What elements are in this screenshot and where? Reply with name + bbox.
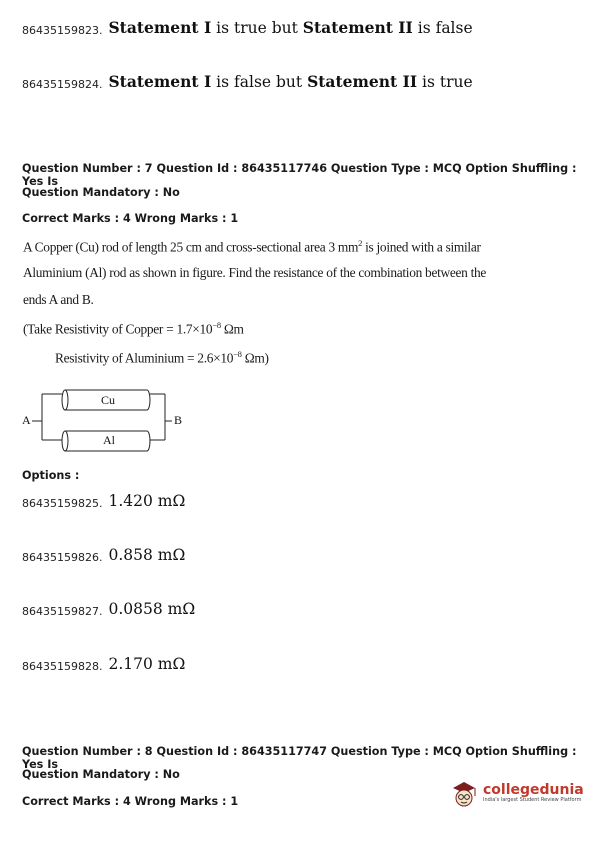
mascot-icon xyxy=(447,776,481,810)
question-mandatory: Question Mandatory : No xyxy=(22,186,180,199)
option-text-end: is true xyxy=(417,73,473,91)
options-label: Options : xyxy=(22,469,80,482)
superscript: −8 xyxy=(212,320,221,330)
option-row[interactable] xyxy=(22,655,185,673)
option-id: 86435159827. xyxy=(22,605,103,618)
option-row[interactable] xyxy=(22,546,185,564)
option-text-end: is false xyxy=(412,19,473,37)
collegedunia-logo[interactable] xyxy=(447,776,584,810)
terminal-a-label: A xyxy=(22,413,31,427)
logo-tagline: India's largest Student Review Platform xyxy=(483,797,582,803)
option-id: 86435159824. xyxy=(22,78,103,91)
question-text-line: Aluminium (Al) rod as shown in figure. Find the resistance of the combination between the xyxy=(23,265,487,280)
superscript: 2 xyxy=(358,238,363,248)
logo-name: collegedunia xyxy=(483,782,584,798)
option-text-mid: is true but xyxy=(211,19,303,37)
question-text-line xyxy=(23,320,244,337)
question-text-part: is joined with a similar xyxy=(362,239,481,255)
terminal-b-label: B xyxy=(174,413,183,427)
rod-diagram xyxy=(22,384,192,467)
statement-2-label: Statement II xyxy=(302,18,413,37)
question-header: Question Number : 8 Question Id : 86435117747 Question Type : MCQ Option Shuffling : Yes Is xyxy=(22,745,577,771)
statement-1-label: Statement I xyxy=(108,72,212,91)
option-row[interactable] xyxy=(22,492,185,510)
option-id: 86435159825. xyxy=(22,497,103,510)
superscript: −8 xyxy=(233,349,242,359)
question-text-part: (Take Resistivity of Copper = 1.7×10 xyxy=(23,321,213,337)
question-text-line xyxy=(55,349,269,366)
option-id: 86435159823. xyxy=(22,24,103,37)
option-text: 1.420 mΩ xyxy=(108,492,186,510)
aluminium-label: Al xyxy=(103,433,115,447)
question-text-part: Ωm) xyxy=(241,350,269,366)
option-row[interactable] xyxy=(22,18,473,37)
option-id: 86435159826. xyxy=(22,551,103,564)
question-header: Question Number : 7 Question Id : 86435117746 Question Type : MCQ Option Shuffling : Yes Is xyxy=(22,162,577,188)
question-marks: Correct Marks : 4 Wrong Marks : 1 xyxy=(22,795,239,808)
option-text-mid: is false but xyxy=(211,73,308,91)
question-text-part: Resistivity of Aluminium = 2.6×10 xyxy=(55,350,234,366)
question-marks: Correct Marks : 4 Wrong Marks : 1 xyxy=(22,212,239,225)
question-text-part: A Copper (Cu) rod of length 25 cm and cross-sectional area 3 mm xyxy=(23,239,359,255)
question-mandatory: Question Mandatory : No xyxy=(22,768,180,781)
option-text: 0.858 mΩ xyxy=(108,546,186,564)
statement-2-label: Statement II xyxy=(307,72,418,91)
option-text: 2.170 mΩ xyxy=(108,655,186,673)
option-text: 0.0858 mΩ xyxy=(108,600,196,618)
option-row[interactable] xyxy=(22,72,473,91)
option-row[interactable] xyxy=(22,600,195,618)
question-text-part: Ωm xyxy=(220,321,244,337)
question-text-line xyxy=(23,238,481,255)
option-text xyxy=(108,18,472,37)
option-text xyxy=(108,72,472,91)
question-text-line: ends A and B. xyxy=(23,292,94,307)
copper-label: Cu xyxy=(101,393,116,407)
statement-1-label: Statement I xyxy=(108,18,212,37)
option-id: 86435159828. xyxy=(22,660,103,673)
